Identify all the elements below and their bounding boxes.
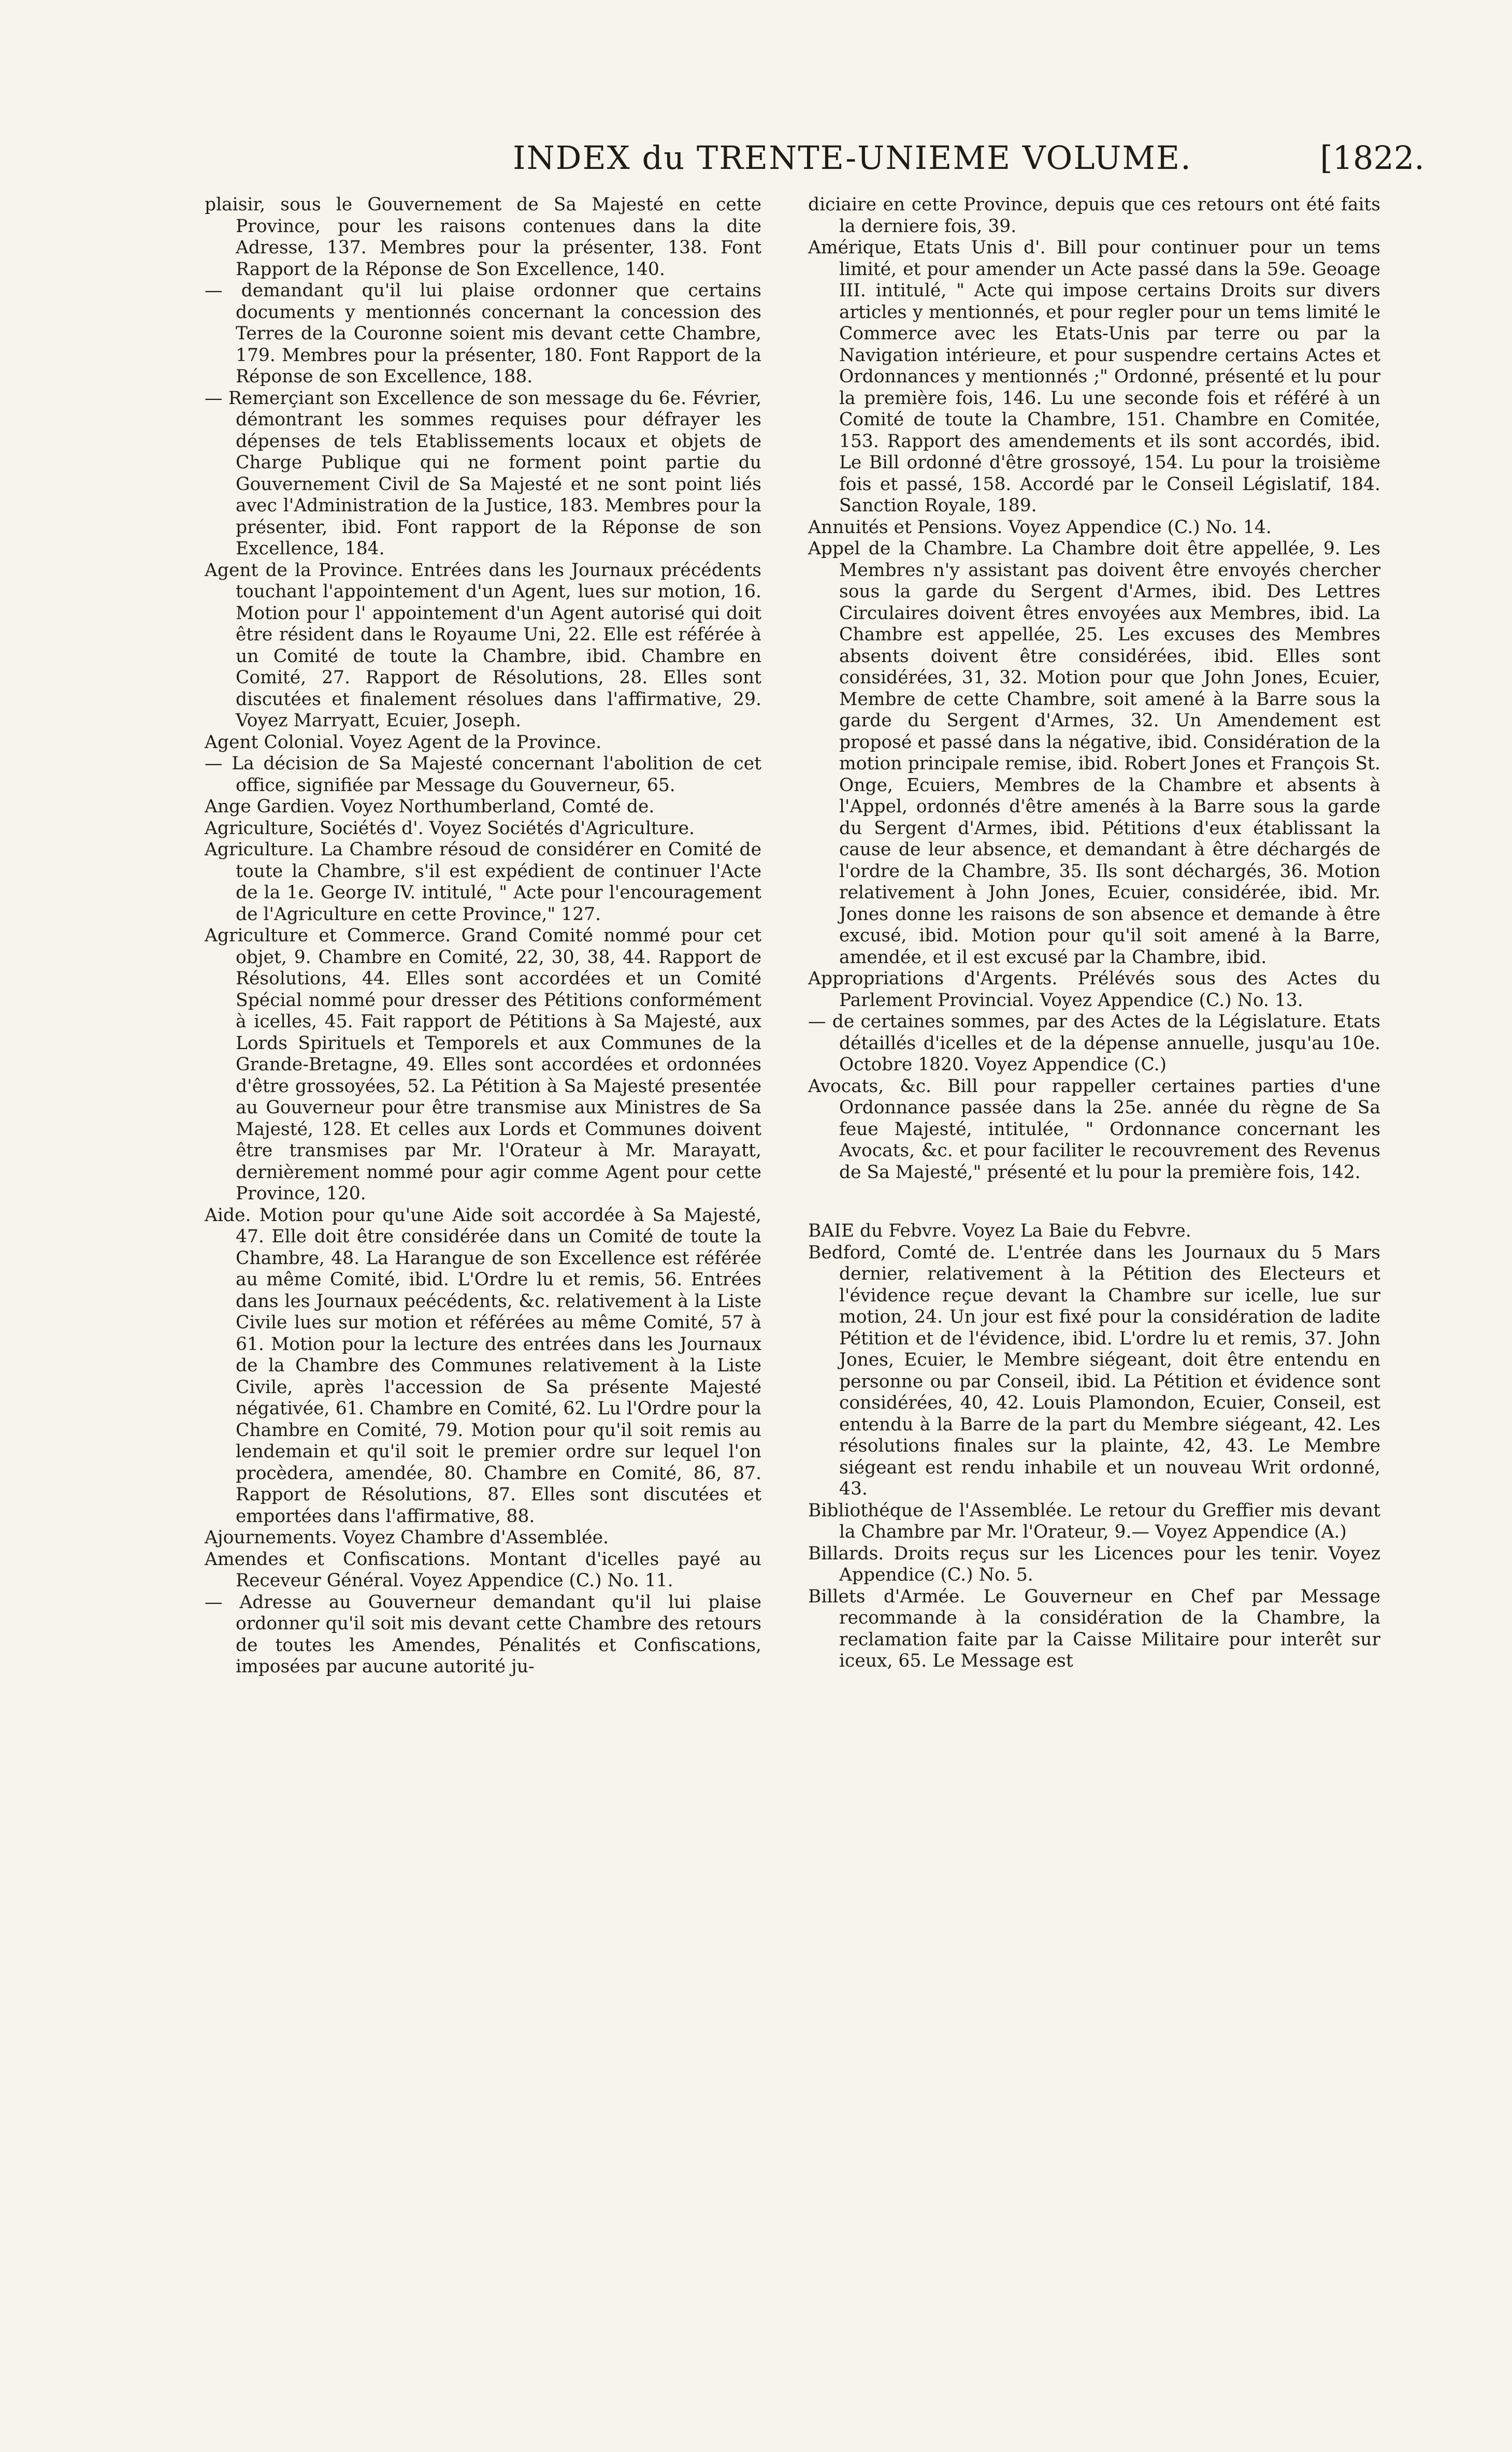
index-entry: — de certaines sommes, par des Actes de la Législature. Etats détaillés d'icelles et de la dépense annuelle, jusqu'au 10e. Octobre 1820. Voyez Appendice (C.) bbox=[808, 1011, 1380, 1075]
page-title: INDEX du TRENTE-UNIEME VOLUME. bbox=[513, 139, 1192, 177]
index-entry: — Adresse au Gouverneur demandant qu'il lui plaise ordonner qu'il soit mis devant cette Chambre des retours de toutes les Amendes, Pénalités et Confiscations, imposées par aucune autorité ju- bbox=[205, 1591, 761, 1677]
index-entry: diciaire en cette Province, depuis que ces retours ont été faits la derniere fois, 39. bbox=[808, 194, 1380, 237]
index-entry: — Remerçiant son Excellence de son message du 6e. Février, démontrant les sommes requises pour défrayer les dépenses de tels Etablissements locaux et objets de Charge Publique qui ne forment point partie du Gouvernement Civil de Sa Majesté et ne sont point liés avec l'Administration de la Justice, 183. Membres pour la présenter, ibid. Font rapport de la Réponse de son Excellence, 184. bbox=[205, 388, 761, 559]
section-b-first-entry: BAIE du Febvre. Voyez La Baie du Febvre. bbox=[808, 1221, 1191, 1241]
index-entry: Agent Colonial. Voyez Agent de la Province. bbox=[205, 732, 602, 753]
left-column bbox=[205, 194, 761, 1678]
index-entry: Aide. Motion pour qu'une Aide soit accordée à Sa Majesté, 47. Elle doit être considérée dans un Comité de toute la Chambre, 48. La Harangue de son Excellence est référée au même Comité, ibid. L'Ordre lu et remis, 56. Entrées dans les Journaux peécédents, &c. relativement à la Liste Civile lues sur motion et référées au même Comité, 57 à 61. Motion pour la lecture des entrées dans les Journaux de la Chambre des Communes relativement à la Liste Civile, après l'accession de Sa présente Majesté négativée, 61. Chambre en Comité, 62. Lu l'Ordre pour la Chambre en Comité, 79. Motion pour qu'il soit remis au lendemain et qu'il soit le premier ordre sur lequel l'on procèdera, amendée, 80. Chambre en Comité, 86, 87. Rapport de Résolutions, 87. Elles sont discutées et emportées dans l'affirmative, 88. bbox=[205, 1205, 761, 1527]
index-entry: Amendes et Confiscations. Montant d'icelles payé au Receveur Général. Voyez Appendice (C.) No. 11. bbox=[205, 1548, 761, 1591]
page-year: [1822. bbox=[1320, 139, 1424, 177]
index-entry: Annuités et Pensions. Voyez Appendice (C.) No. 14. bbox=[808, 517, 1272, 538]
index-entry: — La décision de Sa Majesté concernant l'abolition de cet office, signifiée par Message du Gouverneur, 65. bbox=[205, 753, 761, 796]
index-entry: Appropriations d'Argents. Prélévés sous des Actes du Parlement Provincial. Voyez Appendice (C.) No. 13. bbox=[808, 968, 1380, 1011]
index-entry: Amérique, Etats Unis d'. Bill pour continuer pour un tems limité, et pour amender un Acte passé dans la 59e. Geoage III. intitulé, " Acte qui impose certains Droits sur divers articles y mentionnés, et pour regler pour un tems limité le Commerce avec les Etats-Unis par terre ou par la Navigation intérieure, et pour suspendre certains Actes et Ordonnances y mentionnés ;" Ordonné, présenté et lu pour la première fois, 146. Lu une seconde fois et référé à un Comité de toute la Chambre, 151. Chambre en Comitée, 153. Rapport des amendements et ils sont accordés, ibid. Le Bill ordonné d'être grossoyé, 154. Lu pour la troisième fois et passé, 158. Accordé par le Conseil Législatif, 184. Sanction Royale, 189. bbox=[808, 237, 1380, 516]
index-entry: Agriculture et Commerce. Grand Comité nommé pour cet objet, 9. Chambre en Comité, 22, 30, 38, 44. Rapport de Résolutions, 44. Elles sont accordées et un Comité Spécial nommé pour dresser des Pétitions conformément à icelles, 45. Fait rapport de Pétitions à Sa Majesté, aux Lords Spirituels et Temporels et aux Communes de la Grande-Bretagne, 49. Elles sont accordées et ordonnées d'être grossoyées, 52. La Pétition à Sa Majesté presentée au Gouverneur pour être transmise aux Ministres de Sa Majesté, 128. Et celles aux Lords et Communes doivent être transmises par Mr. l'Orateur à Mr. Marayatt, dernièrement nommé pour agir comme Agent pour cette Province, 120. bbox=[205, 925, 761, 1204]
index-entry: Bedford, Comté de. L'entrée dans les Journaux du 5 Mars dernier, relativement à la Pétition des Electeurs et l'évidence reçue devant la Chambre sur icelle, lue sur motion, 24. Un jour est fixé pour la considération de ladite Pétition et de l'évidence, ibid. L'ordre lu et remis, 37. John Jones, Ecuier, le Membre siégeant, doit être entendu en personne ou par Conseil, ibid. La Pétition et évidence sont considérées, 40, 42. Louis Plamondon, Ecuier, Conseil, est entendu à la Barre de la part du Membre siégeant, 42. Les résolutions finales sur la plainte, 42, 43. Le Membre siégeant est rendu inhabile et un nouveau Writ ordonné, 43. bbox=[808, 1242, 1380, 1499]
running-header bbox=[212, 139, 1424, 196]
index-entry: — demandant qu'il lui plaise ordonner que certains documents y mentionnés concernant la concession des Terres de la Couronne soient mis devant cette Chambre, 179. Membres pour la présenter, 180. Font Rapport de la Réponse de son Excellence, 188. bbox=[205, 280, 761, 387]
index-entry: Agriculture. La Chambre résoud de considérer en Comité de toute la Chambre, s'il est expédient de continuer l'Acte de la 1e. George IV. intitulé, " Acte pour l'encouragement de l'Agriculture en cette Province," 127. bbox=[205, 839, 761, 925]
index-entry: Bibliothéque de l'Assemblée. Le retour du Greffier mis devant la Chambre par Mr. l'Orateur, 9.— Voyez Appendice (A.) bbox=[808, 1500, 1380, 1542]
index-entry: Agriculture, Sociétés d'. Voyez Sociétés d'Agriculture. bbox=[205, 818, 695, 839]
index-entry: Billets d'Armée. Le Gouverneur en Chef par Message recommande à la considération de la Chambre, la reclamation faite par la Caisse Militaire pour interêt sur iceux, 65. Le Message est bbox=[808, 1586, 1380, 1671]
index-entry: Avocats, &c. Bill pour rappeller certaines parties d'une Ordonnance passée dans la 25e. année du règne de Sa feue Majesté, intitulée, " Ordonnance concernant les Avocats, &c. et pour faciliter le recouvrement des Revenus de Sa Majesté," présenté et lu pour la première fois, 142. bbox=[808, 1076, 1380, 1183]
index-entry: Appel de la Chambre. La Chambre doit être appellée, 9. Les Membres n'y assistant pas doivent être envoyés chercher sous la garde du Sergent d'Armes, ibid. Des Lettres Circulaires doivent êtres envoyées aux Membres, ibid. La Chambre est appellée, 25. Les excuses des Membres absents doivent être considérées, ibid. Elles sont considérées, 31, 32. Motion pour que John Jones, Ecuier, Membre de cette Chambre, soit amené à la Barre sous la garde du Sergent d'Armes, 32. Un Amendement est proposé et passé dans la négative, ibid. Considération de la motion principale remise, ibid. Robert Jones et François St. Onge, Ecuiers, Membres de la Chambre et absents à l'Appel, ordonnés d'être amenés à la Barre sous la garde du Sergent d'Armes, ibid. Pétitions d'eux établissant la cause de leur absence, et demandant à être déchargés de l'ordre de la Chambre, 35. Ils sont déchargés, 36. Motion relativement à John Jones, Ecuier, considérée, ibid. Mr. Jones donne les raisons de son absence et demande à être excusé, ibid. Motion pour qu'il soit amené à la Barre, amendée, et il est excusé par la Chambre, ibid. bbox=[808, 538, 1380, 968]
index-entry: plaisir, sous le Gouvernement de Sa Majesté en cette Province, pour les raisons contenues dans la dite Adresse, 137. Membres pour la présenter, 138. Font Rapport de la Réponse de Son Excellence, 140. bbox=[205, 194, 761, 280]
index-entry: Agent de la Province. Entrées dans les Journaux précédents touchant l'appointement d'un Agent, lues sur motion, 16. Motion pour l' appointement d'un Agent autorisé qui doit être résident dans le Royaume Uni, 22. Elle est référée à un Comité de toute la Chambre, ibid. Chambre en Comité, 27. Rapport de Résolutions, 28. Elles sont discutées et finalement résolues dans l'affirmative, 29. Voyez Marryatt, Ecuier, Joseph. bbox=[205, 560, 761, 731]
index-entry: Billards. Droits reçus sur les Licences pour les tenir. Voyez Appendice (C.) No. 5. bbox=[808, 1543, 1380, 1585]
section-gap bbox=[808, 1183, 1380, 1221]
index-entry: Ajournements. Voyez Chambre d'Assemblée. bbox=[205, 1527, 609, 1548]
right-column bbox=[808, 194, 1380, 1672]
index-entry: Ange Gardien. Voyez Northumberland, Comté de. bbox=[205, 796, 655, 817]
